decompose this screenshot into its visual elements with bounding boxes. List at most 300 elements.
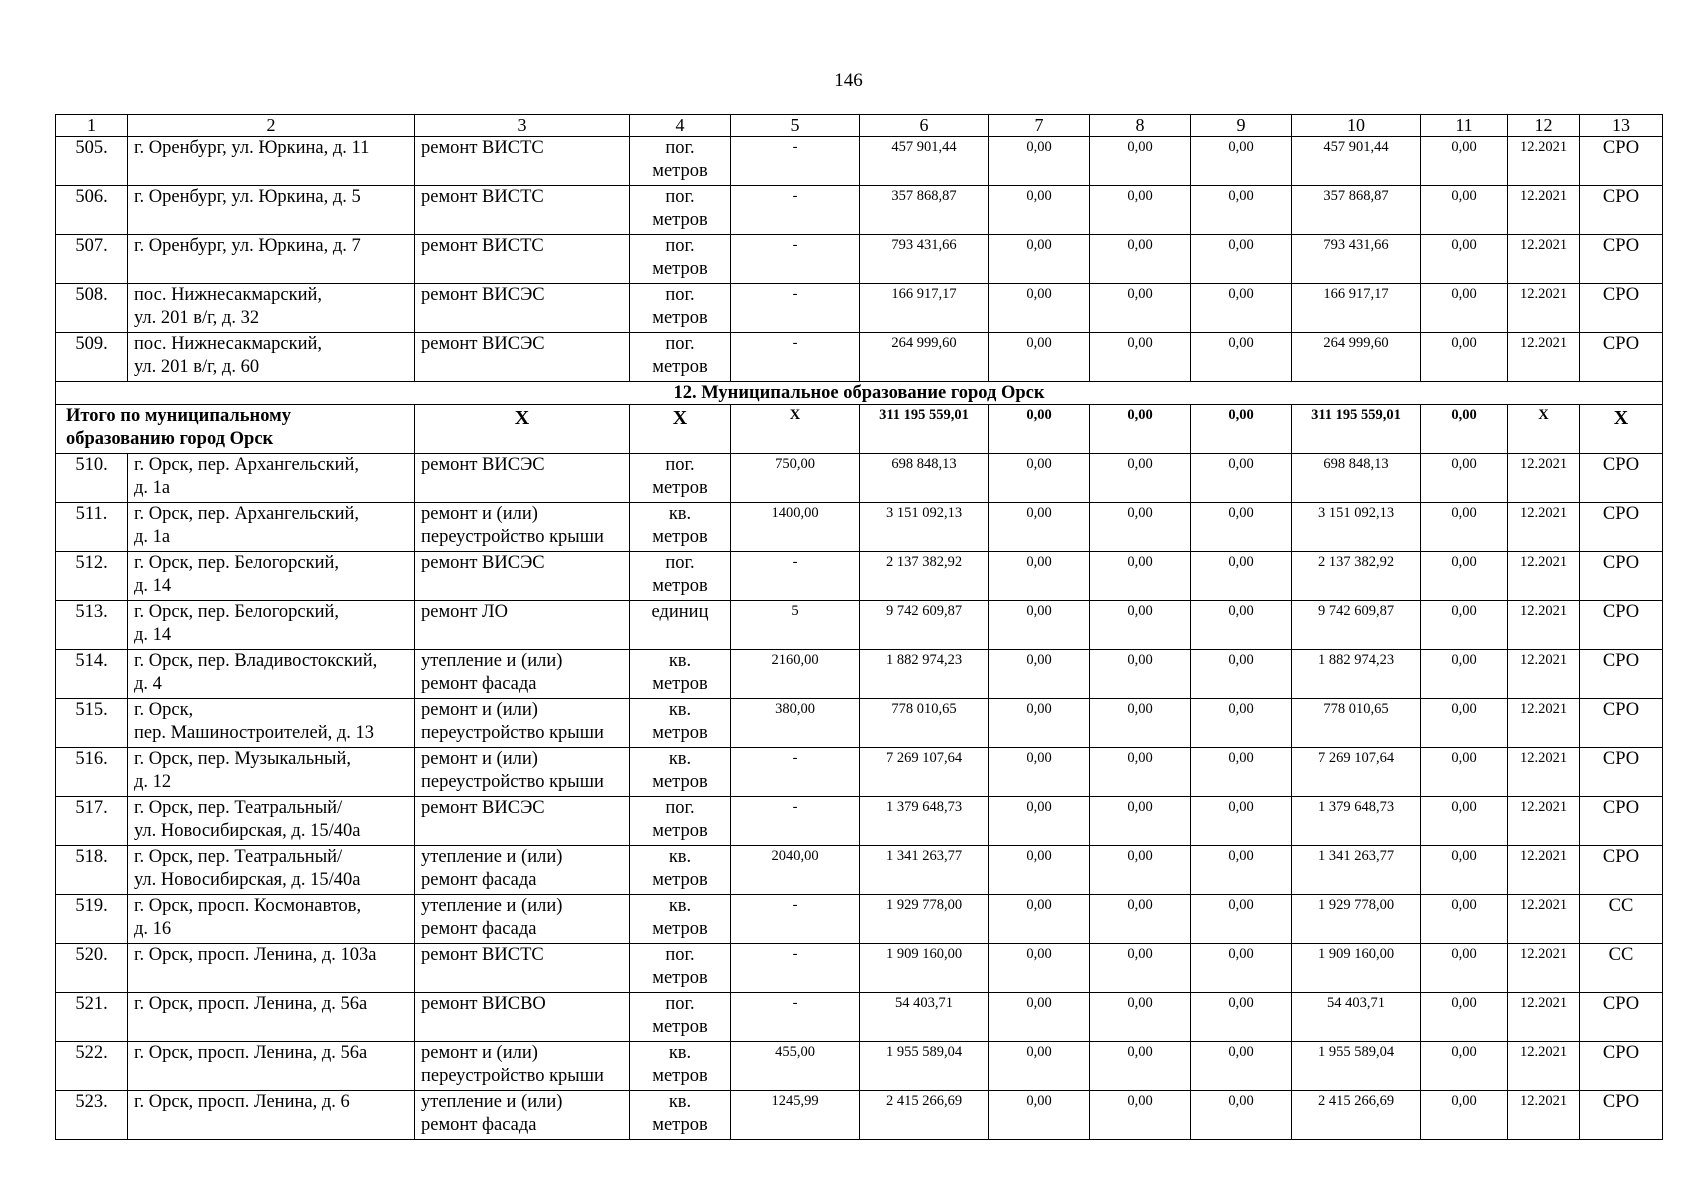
line: пог. [665, 285, 695, 305]
value-cell: 0,00 [1090, 944, 1191, 993]
value-cell: 0,00 [1090, 137, 1191, 186]
unit-cell [630, 993, 731, 1042]
method-cell: СРО [1580, 235, 1663, 284]
volume-cell: - [731, 797, 860, 846]
line: кв. [668, 896, 692, 916]
address-cell [128, 284, 415, 333]
column-number: 8 [1090, 115, 1191, 137]
work-type-cell [415, 503, 630, 552]
value-cell: 0,00 [989, 699, 1090, 748]
unit-cell [630, 186, 731, 235]
work-type-cell [415, 1091, 630, 1140]
value-cell: 357 868,87 [1292, 186, 1421, 235]
value-cell: 12.2021 [1508, 1042, 1580, 1091]
value-cell: 12.2021 [1508, 699, 1580, 748]
value-cell: 0,00 [989, 503, 1090, 552]
method-cell: СРО [1580, 1042, 1663, 1091]
line: ремонт ВИСЭС [421, 553, 545, 573]
value-cell: 0,00 [1191, 797, 1292, 846]
line: ремонт ВИСЭС [421, 455, 545, 475]
work-type-cell [415, 552, 630, 601]
line: переустройство крыши [421, 772, 604, 792]
total-cell: 0,00 [1421, 405, 1508, 454]
value-cell: 0,00 [1090, 552, 1191, 601]
value-cell: 1 909 160,00 [1292, 944, 1421, 993]
table-row [56, 1042, 1663, 1091]
value-cell: 0,00 [1191, 1042, 1292, 1091]
line: метров [652, 259, 708, 279]
volume-cell: 1400,00 [731, 503, 860, 552]
work-type-cell [415, 1042, 630, 1091]
table-row [56, 503, 1663, 552]
line: ул. 201 в/г, д. 32 [134, 308, 260, 328]
method-cell: СРО [1580, 1091, 1663, 1140]
value-cell: 0,00 [1191, 895, 1292, 944]
value-cell: 0,00 [1191, 993, 1292, 1042]
value-cell: 9 742 609,87 [860, 601, 989, 650]
line: метров [652, 821, 708, 841]
table-row [56, 797, 1663, 846]
line: утепление и (или) [421, 896, 563, 916]
value-cell: 0,00 [1421, 137, 1508, 186]
line: ул. 201 в/г, д. 60 [134, 357, 260, 377]
column-number-row [56, 115, 1663, 137]
value-cell: 0,00 [1090, 454, 1191, 503]
row-number: 506. [56, 186, 128, 235]
line: пер. Машиностроителей, д. 13 [134, 723, 375, 743]
volume-cell: 1245,99 [731, 1091, 860, 1140]
work-type-cell [415, 944, 630, 993]
unit-cell [630, 454, 731, 503]
value-cell: 0,00 [1090, 748, 1191, 797]
value-cell: 0,00 [989, 552, 1090, 601]
address-cell [128, 748, 415, 797]
work-type-cell [415, 601, 630, 650]
value-cell: 12.2021 [1508, 797, 1580, 846]
value-cell: 1 379 648,73 [860, 797, 989, 846]
row-number: 516. [56, 748, 128, 797]
method-cell: СРО [1580, 454, 1663, 503]
line: г. Оренбург, ул. Юркина, д. 7 [134, 236, 361, 256]
line: г. Орск, пер. Белогорский, [134, 553, 339, 573]
line: кв. [668, 1092, 692, 1112]
value-cell: 0,00 [1090, 333, 1191, 382]
volume-cell: - [731, 235, 860, 284]
value-cell: 1 955 589,04 [1292, 1042, 1421, 1091]
value-cell: 0,00 [989, 186, 1090, 235]
table-row [56, 1091, 1663, 1140]
value-cell: 0,00 [1191, 137, 1292, 186]
method-cell: СРО [1580, 503, 1663, 552]
line: г. Оренбург, ул. Юркина, д. 11 [134, 138, 370, 158]
line: метров [652, 1017, 708, 1037]
address-cell [128, 993, 415, 1042]
line: ул. Новосибирская, д. 15/40а [134, 870, 361, 890]
value-cell: 0,00 [989, 846, 1090, 895]
value-cell: 12.2021 [1508, 601, 1580, 650]
value-cell: 0,00 [1191, 235, 1292, 284]
line: метров [652, 210, 708, 230]
value-cell: 0,00 [1090, 895, 1191, 944]
value-cell: 12.2021 [1508, 895, 1580, 944]
value-cell: 698 848,13 [1292, 454, 1421, 503]
volume-cell: - [731, 895, 860, 944]
total-cell: 0,00 [989, 405, 1090, 454]
line: г. Орск, пер. Владивостокский, [134, 651, 378, 671]
method-cell: СРО [1580, 699, 1663, 748]
value-cell: 0,00 [1191, 454, 1292, 503]
line: ремонт фасада [421, 919, 537, 939]
table-row [56, 993, 1663, 1042]
value-cell: 12.2021 [1508, 137, 1580, 186]
line: г. Орск, пер. Белогорский, [134, 602, 339, 622]
value-cell: 0,00 [1090, 797, 1191, 846]
line: г. Оренбург, ул. Юркина, д. 5 [134, 187, 361, 207]
line: пог. [665, 994, 695, 1014]
value-cell: 778 010,65 [860, 699, 989, 748]
value-cell: 12.2021 [1508, 993, 1580, 1042]
value-cell: 0,00 [989, 650, 1090, 699]
value-cell: 12.2021 [1508, 846, 1580, 895]
unit-cell [630, 944, 731, 993]
value-cell: 12.2021 [1508, 748, 1580, 797]
volume-cell: 750,00 [731, 454, 860, 503]
row-number: 505. [56, 137, 128, 186]
value-cell: 0,00 [1090, 846, 1191, 895]
value-cell: 0,00 [1421, 186, 1508, 235]
line: пог. [665, 187, 695, 207]
value-cell: 0,00 [989, 601, 1090, 650]
value-cell: 0,00 [989, 797, 1090, 846]
line: ремонт ВИСЭС [421, 798, 545, 818]
line: переустройство крыши [421, 723, 604, 743]
line: г. Орск, пер. Архангельский, [134, 504, 359, 524]
total-label [56, 405, 415, 454]
line: кв. [668, 651, 692, 671]
value-cell: 778 010,65 [1292, 699, 1421, 748]
row-number: 520. [56, 944, 128, 993]
value-cell: 0,00 [1090, 601, 1191, 650]
line: пог. [665, 455, 695, 475]
line: ремонт и (или) [421, 749, 538, 769]
volume-cell: 2040,00 [731, 846, 860, 895]
row-number: 515. [56, 699, 128, 748]
column-number: 1 [56, 115, 128, 137]
value-cell: 0,00 [1090, 993, 1191, 1042]
column-number: 9 [1191, 115, 1292, 137]
value-cell: 0,00 [1191, 699, 1292, 748]
address-cell [128, 944, 415, 993]
line: метров [652, 478, 708, 498]
value-cell: 12.2021 [1508, 284, 1580, 333]
unit-cell [630, 846, 731, 895]
line: ремонт и (или) [421, 504, 538, 524]
value-cell: 54 403,71 [1292, 993, 1421, 1042]
value-cell: 0,00 [989, 1042, 1090, 1091]
row-number: 523. [56, 1091, 128, 1140]
line: г. Орск, просп. Ленина, д. 56а [134, 994, 368, 1014]
line: ремонт ВИСТС [421, 138, 544, 158]
value-cell: 7 269 107,64 [1292, 748, 1421, 797]
total-cell: Х [1508, 405, 1580, 454]
value-cell: 12.2021 [1508, 1091, 1580, 1140]
total-cell: 0,00 [1090, 405, 1191, 454]
line: д. 1а [134, 478, 171, 498]
value-cell: 0,00 [989, 748, 1090, 797]
line: г. Орск, пер. Театральный/ [134, 847, 343, 867]
value-cell: 0,00 [1191, 186, 1292, 235]
row-number: 521. [56, 993, 128, 1042]
address-cell [128, 552, 415, 601]
value-cell: 0,00 [1421, 552, 1508, 601]
table-row [56, 846, 1663, 895]
value-cell: 166 917,17 [1292, 284, 1421, 333]
unit-cell [630, 895, 731, 944]
value-cell: 0,00 [1191, 601, 1292, 650]
value-cell: 0,00 [1421, 944, 1508, 993]
volume-cell: 2160,00 [731, 650, 860, 699]
line: метров [652, 161, 708, 181]
value-cell: 0,00 [989, 235, 1090, 284]
row-number: 512. [56, 552, 128, 601]
line: ремонт ВИСТС [421, 236, 544, 256]
line: д. 14 [134, 625, 172, 645]
address-cell [128, 846, 415, 895]
column-number: 2 [128, 115, 415, 137]
value-cell: 0,00 [989, 895, 1090, 944]
value-cell: 166 917,17 [860, 284, 989, 333]
line: д. 16 [134, 919, 172, 939]
line: метров [652, 357, 708, 377]
line: метров [652, 576, 708, 596]
total-cell: 311 195 559,01 [860, 405, 989, 454]
value-cell: 1 341 263,77 [860, 846, 989, 895]
line: д. 12 [134, 772, 172, 792]
method-cell: СРО [1580, 137, 1663, 186]
row-number: 514. [56, 650, 128, 699]
column-number: 7 [989, 115, 1090, 137]
value-cell: 0,00 [1421, 1042, 1508, 1091]
method-cell: СРО [1580, 284, 1663, 333]
line: метров [652, 674, 708, 694]
value-cell: 2 415 266,69 [860, 1091, 989, 1140]
work-type-cell [415, 186, 630, 235]
table-row [56, 601, 1663, 650]
method-cell: СС [1580, 944, 1663, 993]
table-row [56, 284, 1663, 333]
line: ремонт фасада [421, 674, 537, 694]
value-cell: 793 431,66 [860, 235, 989, 284]
value-cell: 2 137 382,92 [860, 552, 989, 601]
row-number: 519. [56, 895, 128, 944]
line: Итого по муниципальному [66, 406, 291, 426]
value-cell: 12.2021 [1508, 944, 1580, 993]
unit-cell [630, 552, 731, 601]
method-cell: СРО [1580, 797, 1663, 846]
line: пог. [665, 236, 695, 256]
row-number: 513. [56, 601, 128, 650]
work-type-cell [415, 137, 630, 186]
volume-cell: - [731, 944, 860, 993]
address-cell [128, 1042, 415, 1091]
method-cell: СРО [1580, 552, 1663, 601]
value-cell: 0,00 [989, 454, 1090, 503]
line: пог. [665, 945, 695, 965]
row-number: 510. [56, 454, 128, 503]
address-cell [128, 503, 415, 552]
value-cell: 12.2021 [1508, 552, 1580, 601]
line: метров [652, 772, 708, 792]
line: пос. Нижнесакмарский, [134, 334, 322, 354]
address-cell [128, 895, 415, 944]
line: кв. [668, 1043, 692, 1063]
work-type-cell [415, 846, 630, 895]
address-cell [128, 333, 415, 382]
line: метров [652, 919, 708, 939]
value-cell: 0,00 [1421, 993, 1508, 1042]
value-cell: 0,00 [1421, 284, 1508, 333]
value-cell: 0,00 [1090, 284, 1191, 333]
total-cell: 311 195 559,01 [1292, 405, 1421, 454]
line: образованию город Орск [66, 429, 274, 449]
line: д. 1а [134, 527, 171, 547]
address-cell [128, 650, 415, 699]
volume-cell: - [731, 284, 860, 333]
value-cell: 1 882 974,23 [1292, 650, 1421, 699]
line: кв. [668, 700, 692, 720]
unit-cell [630, 137, 731, 186]
work-type-cell [415, 797, 630, 846]
value-cell: 1 929 778,00 [1292, 895, 1421, 944]
work-type-cell [415, 699, 630, 748]
line: д. 4 [134, 674, 162, 694]
value-cell: 1 379 648,73 [1292, 797, 1421, 846]
value-cell: 54 403,71 [860, 993, 989, 1042]
line: г. Орск, пер. Музыкальный, [134, 749, 352, 769]
row-number: 508. [56, 284, 128, 333]
value-cell: 0,00 [1191, 944, 1292, 993]
unit-cell [630, 601, 731, 650]
line: утепление и (или) [421, 651, 563, 671]
method-cell: СРО [1580, 846, 1663, 895]
volume-cell: 5 [731, 601, 860, 650]
work-type-cell [415, 748, 630, 797]
work-type-cell [415, 650, 630, 699]
column-number: 4 [630, 115, 731, 137]
value-cell: 0,00 [1090, 235, 1191, 284]
line: ремонт ВИСЭС [421, 285, 545, 305]
unit-cell [630, 503, 731, 552]
table-row [56, 186, 1663, 235]
line: г. Орск, просп. Ленина, д. 56а [134, 1043, 368, 1063]
table-row [56, 699, 1663, 748]
value-cell: 0,00 [1191, 650, 1292, 699]
method-cell: СРО [1580, 333, 1663, 382]
line: кв. [668, 847, 692, 867]
section-row [56, 382, 1663, 405]
value-cell: 0,00 [989, 137, 1090, 186]
row-number: 511. [56, 503, 128, 552]
unit-cell [630, 699, 731, 748]
value-cell: 0,00 [1191, 333, 1292, 382]
line: ремонт и (или) [421, 1043, 538, 1063]
line: ул. Новосибирская, д. 15/40а [134, 821, 361, 841]
value-cell: 0,00 [1191, 552, 1292, 601]
column-number: 6 [860, 115, 989, 137]
unit-cell [630, 797, 731, 846]
table-row [56, 748, 1663, 797]
value-cell: 0,00 [1090, 1091, 1191, 1140]
line: г. Орск, пер. Театральный/ [134, 798, 343, 818]
total-cell: Х [415, 405, 630, 454]
value-cell: 12.2021 [1508, 235, 1580, 284]
column-number: 10 [1292, 115, 1421, 137]
value-cell: 0,00 [1421, 846, 1508, 895]
value-cell: 0,00 [1191, 748, 1292, 797]
capital-repair-table [55, 114, 1663, 1140]
value-cell: 0,00 [1421, 699, 1508, 748]
value-cell: 357 868,87 [860, 186, 989, 235]
value-cell: 9 742 609,87 [1292, 601, 1421, 650]
value-cell: 0,00 [1191, 846, 1292, 895]
value-cell: 698 848,13 [860, 454, 989, 503]
value-cell: 457 901,44 [860, 137, 989, 186]
value-cell: 0,00 [1191, 503, 1292, 552]
line: пог. [665, 798, 695, 818]
value-cell: 3 151 092,13 [1292, 503, 1421, 552]
column-number: 11 [1421, 115, 1508, 137]
line: метров [652, 870, 708, 890]
value-cell: 0,00 [1191, 1091, 1292, 1140]
method-cell: СРО [1580, 650, 1663, 699]
unit-cell [630, 235, 731, 284]
value-cell: 1 341 263,77 [1292, 846, 1421, 895]
line: метров [652, 527, 708, 547]
table-row [56, 895, 1663, 944]
column-number: 5 [731, 115, 860, 137]
value-cell: 0,00 [1421, 748, 1508, 797]
line: ремонт и (или) [421, 700, 538, 720]
value-cell: 2 137 382,92 [1292, 552, 1421, 601]
address-cell [128, 1091, 415, 1140]
address-cell [128, 601, 415, 650]
method-cell: СРО [1580, 748, 1663, 797]
value-cell: 0,00 [989, 944, 1090, 993]
value-cell: 12.2021 [1508, 650, 1580, 699]
value-cell: 0,00 [1090, 1042, 1191, 1091]
row-number: 517. [56, 797, 128, 846]
line: пог. [665, 138, 695, 158]
line: утепление и (или) [421, 1092, 563, 1112]
table-row [56, 552, 1663, 601]
value-cell: 1 955 589,04 [860, 1042, 989, 1091]
method-cell: СРО [1580, 186, 1663, 235]
value-cell: 0,00 [989, 333, 1090, 382]
value-cell: 0,00 [1421, 235, 1508, 284]
value-cell: 1 909 160,00 [860, 944, 989, 993]
value-cell: 264 999,60 [860, 333, 989, 382]
line: метров [652, 1066, 708, 1086]
work-type-cell [415, 993, 630, 1042]
method-cell: СРО [1580, 601, 1663, 650]
value-cell: 12.2021 [1508, 503, 1580, 552]
work-type-cell [415, 235, 630, 284]
line: пог. [665, 334, 695, 354]
line: г. Орск, просп. Космонавтов, [134, 896, 362, 916]
volume-cell: - [731, 993, 860, 1042]
work-type-cell [415, 284, 630, 333]
volume-cell: 380,00 [731, 699, 860, 748]
